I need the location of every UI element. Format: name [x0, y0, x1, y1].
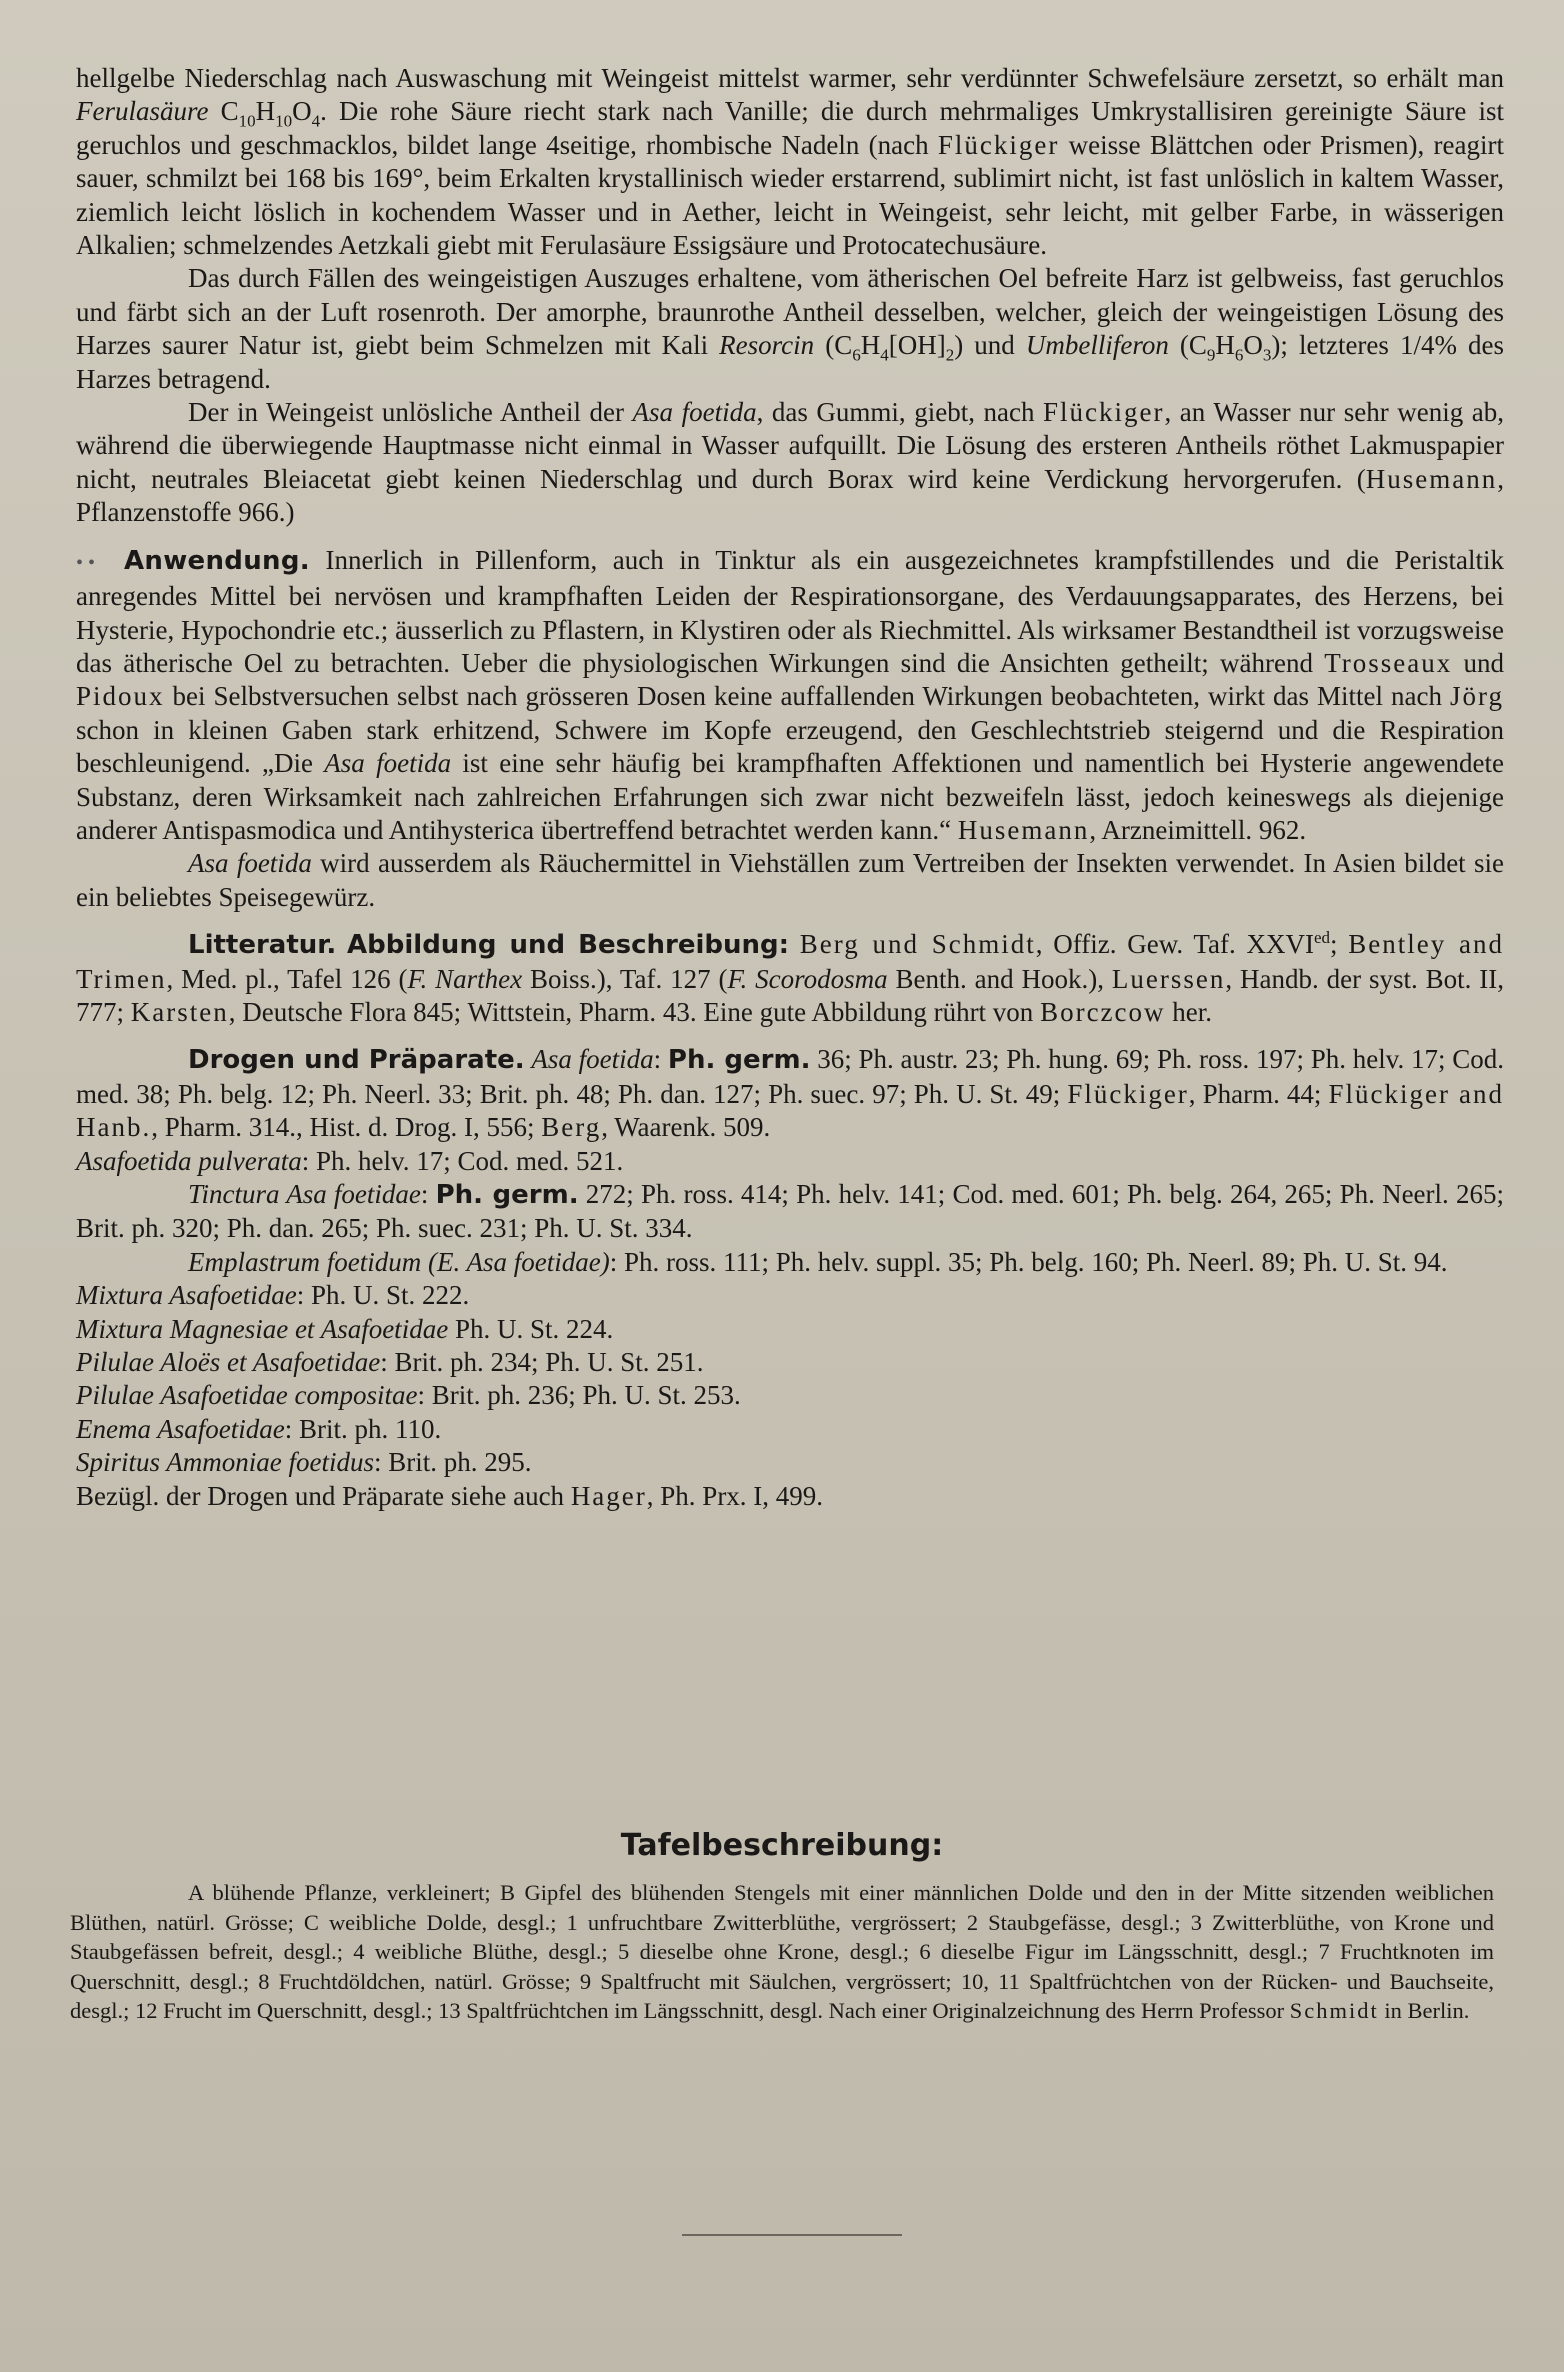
margin-dots: • • — [76, 551, 96, 574]
term-asa-foetida: Asa foetida — [531, 1044, 654, 1075]
author-luerssen: Luerssen — [1111, 963, 1226, 994]
paragraph-drogen: Drogen und Präparate. Asa foetida: Ph. germ. 36; Ph. austr. 23; Ph. hung. 69; Ph. ross. 197; Ph. helv. 17; Cod. med. 38; Ph. belg. 12; Ph. Neerl. 33; Brit. ph. 48; Ph. dan. 127; Ph. suec. 97; Ph. U. St. 49; Flückiger, Pharm. 44; Flückiger and Hanb., Pharm. 314., Hist. d. Drog. I, 556; Berg, Waarenk. 509. — [76, 1044, 1505, 1143]
author-trosseaux: Trosseaux — [1324, 647, 1453, 678]
preparation-entry: Enema Asafoetidae: Brit. ph. 110. — [76, 1413, 442, 1444]
author-flueckiger: Flückiger — [937, 129, 1060, 160]
preparation-entry: Pilulae Aloës et Asafoetidae: Brit. ph. 234; Ph. U. St. 251. — [76, 1347, 704, 1378]
author-flueckiger-hanbury: Flückiger and Hanb. — [76, 1078, 1505, 1143]
author-flueckiger: Flückiger — [1043, 397, 1165, 428]
paragraph-plate-description: A blühende Pflanze, verkleinert; B Gipfel des blühenden Stengels mit einer männlichen Dolde und den in der Mitte sitzenden weiblichen Blüthen, natürl. Grösse; C weibliche Dolde, desgl.; 1 unfruchtbare Zwitterblüthe, vergrössert; 2 Staubgefässe, desgl.; 3 Zwitterblüthe, von Krone und Staubgefässen befreit, desgl.; 4 weibliche Blüthe, desgl.; 5 dieselbe ohne Krone, desgl.; 6 dieselbe Figur im Längsschnitt, desgl.; 7 Fruchtknoten im Querschnitt, desgl.; 8 Fruchtdöldchen, natürl. Grösse; 9 Spaltfrucht mit Säulchen, vergrössert; 10, 11 Spaltfrüchtchen von der Rücken- und Bauchseite, desgl.; 12 Frucht im Querschnitt, desgl.; 13 Spaltfrüchtchen im Längsschnitt, desgl. Nach einer Originalzeichnung des Herrn Professor Schmidt in Berlin. — [70, 1880, 1494, 2023]
author-karsten: Karsten — [130, 996, 229, 1027]
heading-tafelbeschreibung: Tafelbeschreibung: — [620, 1828, 944, 1863]
term-asa-foetida: Asa foetida — [632, 397, 757, 428]
author-berg-schmidt: Berg und Schmidt — [799, 929, 1036, 960]
term-umbelliferon: Umbelliferon — [1025, 330, 1169, 361]
heading-litteratur: Litteratur. — [188, 930, 337, 961]
paragraph-bezuegl: Bezügl. der Drogen und Präparate siehe auch Hager, Ph. Prx. I, 499. — [76, 1480, 824, 1511]
author-schmidt: Schmidt — [1289, 1998, 1379, 2023]
term-ferulasaeure: Ferulasäure — [76, 96, 209, 127]
ph-germ-label: Ph. germ. — [667, 1045, 811, 1076]
paragraph-ferulasaeure: hellgelbe Niederschlag nach Auswaschung mit Weingeist mittelst warmer, sehr verdünnter Schwefelsäure zersetzt, so erhält man Ferulasäure $C_{10}H_{10}O_4$. Die rohe Säure riecht stark nach Vanille; die durch mehrmaliges Umkrystallisiren gereinigte Säure ist geruchlos und geschmacklos, bildet lange 4seitige, rhombische Nadeln (nach Flückiger weisse Blättchen oder Prismen), reagirt sauer, schmilzt bei 168 bis 169°, beim Erkalten krystallinisch wieder erstarrend, sublimirt nicht, ist fast unlöslich in kaltem Wasser, ziemlich leicht löslich in kochendem Wasser und in Aether, leicht in Weingeist, sehr leicht, mit gelber Farbe, in wässerigen Alkalien; schmelzendes Aetzkali giebt mit Ferulasäure Essigsäure und Protocatechusäure. — [76, 63, 1504, 261]
author-husemann: Husemann — [957, 814, 1090, 845]
term-asa-foetida: Asa foetida — [188, 848, 312, 879]
preparation-entry: Mixtura Asafoetidae: Ph. U. St. 222. — [76, 1280, 470, 1311]
formula-resorcin: $(C_6H_4[OH]_2)$ — [825, 330, 964, 365]
formula-umbelliferon: $(C_9H_6O_3)$ — [1179, 330, 1281, 365]
author-joerg: Jörg — [1449, 681, 1504, 712]
formula-ferulasaeure: $C_{10}H_{10}O_4$ — [220, 96, 321, 131]
term-narthex: F. Narthex — [407, 963, 523, 994]
paragraph-litteratur: Litteratur. Abbildung und Beschreibung: Berg und Schmidt, Offiz. Gew. Taf. $XXVI^{ed}$; Bentley and Trimen, Med. pl., Tafel 126 (F. Narthex Boiss.), Taf. 127 (F. Scorodosma Benth. and Hook.), Luerssen, Handb. der syst. Bot. II, 777; Karsten, Deutsche Flora 845; Wittstein, Pharm. 43. Eine gute Abbildung rührt von Borczcow her. — [76, 928, 1504, 1027]
author-berg: Berg — [541, 1112, 602, 1143]
author-bentley-trimen: Bentley and Trimen — [76, 929, 1504, 994]
superscript-ed: ed — [1314, 928, 1331, 948]
author-wittstein: Wittstein — [467, 996, 566, 1027]
author-flueckiger: Flückiger — [1067, 1078, 1189, 1109]
preparation-entry: Tinctura Asa foetidae: Ph. germ. 272; Ph. ross. 414; Ph. helv. 141; Cod. med. 601; Ph. belg. 264, 265; Ph. Neerl. 265; Brit. ph. 320; Ph. dan. 265; Ph. suec. 231; Ph. U. St. 334. — [76, 1179, 1504, 1244]
preparation-entry: Asafoetida pulverata: Ph. helv. 17; Cod. med. 521. — [76, 1145, 624, 1176]
heading-abbildung: Abbildung und Beschreibung: — [347, 930, 790, 961]
paragraph-anwendung: • • Anwendung. Innerlich in Pillenform, auch in Tinktur als ein ausgezeichnetes krampfstillendes und die Peristaltik anregendes Mittel bei nervösen und krampfhaften Leiden der Respirationsorgane, des Verdauungsapparates, des Herzens, bei Hysterie, Hypochondrie etc.; äusserlich zu Pflastern, in Klystiren oder als Riechmittel. Als wirksamer Bestandtheil ist vorzugsweise das ätherische Oel zu betrachten. Ueber die physiologischen Wirkungen sind die Ansichten getheilt; während Trosseaux und Pidoux bei Selbstversuchen selbst nach grösseren Dosen keine auffallenden Wirkungen beobachteten, wirkt das Mittel nach Jörg schon in kleinen Gaben stark erhitzend, Schwere im Kopfe erzeugend, den Geschlechtstrieb steigernd und die Respiration beschleunigend. „Die Asa foetida ist eine sehr häufig bei krampfhaften Affektionen und namentlich bei Hysterie angewendete Substanz, deren Wirksamkeit nach zahlreichen Erfahrungen sich zwar nicht bezweifeln lässt, jedoch keineswegs als diejenige anderer Antispasmodica und Antihysterica übertreffend betrachtet werden kann.“ Husemann, Arzneimittell. 962. — [76, 544, 1505, 845]
main-text-column — [76, 62, 1504, 1513]
author-borczcow: Borczcow — [1040, 996, 1166, 1027]
heading-drogen: Drogen und Präparate. — [188, 1045, 525, 1076]
term-resorcin: Resorcin — [719, 330, 815, 361]
preparation-entry: Mixtura Magnesiae et Asafoetidae Ph. U. St. 224. — [76, 1313, 614, 1344]
preparation-entry: Pilulae Asafoetidae compositae: Brit. ph. 236; Ph. U. St. 253. — [76, 1380, 741, 1411]
author-pidoux: Pidoux — [76, 681, 165, 712]
paragraph-harz: Das durch Fällen des weingeistigen Auszuges erhaltene, vom ätherischen Oel befreite Harz ist gelbweiss, fast geruchlos und färbt sich an der Luft rosenroth. Der amorphe, braunrothe Antheil desselben, welcher, gleich der weingeistigen Lösung des Harzes saurer Natur ist, giebt beim Schmelzen mit Kali Resorcin $(C_6H_4[OH]_2)$ und Umbelliferon $(C_9H_6O_3)$; letzteres 1/4% des Harzes betragend. — [76, 263, 1505, 394]
preparation-entry: Spiritus Ammoniae foetidus: Brit. ph. 295. — [76, 1447, 532, 1478]
paragraph-raeuchermittel: Asa foetida wird ausserdem als Räuchermittel in Viehställen zum Vertreiben der Insekten verwendet. In Asien bildet sie ein beliebtes Speisegewürz. — [76, 848, 1504, 912]
preparation-entry: Emplastrum foetidum (E. Asa foetidae): Ph. ross. 111; Ph. helv. suppl. 35; Ph. belg. 160; Ph. Neerl. 89; Ph. U. St. 94. — [188, 1246, 1448, 1277]
heading-anwendung: Anwendung. — [124, 545, 310, 576]
end-rule-divider — [682, 2234, 902, 2236]
term-scorodosma: F. Scorodosma — [727, 963, 888, 994]
plate-description — [70, 1878, 1494, 2026]
term-asa-foetida: Asa foetida — [324, 748, 452, 779]
paragraph-gummi: Der in Weingeist unlösliche Antheil der Asa foetida, das Gummi, giebt, nach Flückiger, an Wasser nur sehr wenig ab, während die überwiegende Hauptmasse nicht einmal in Wasser aufquillt. Die Lösung des ersteren Antheils röthet Lakmuspapier nicht, neutrales Bleiacetat giebt keinen Niederschlag und durch Borax wird keine Verdickung hervorgerufen. (Husemann, Pflanzenstoffe 966.) — [76, 397, 1505, 528]
author-hager: Hager — [570, 1480, 647, 1511]
author-husemann: Husemann — [1365, 463, 1498, 494]
